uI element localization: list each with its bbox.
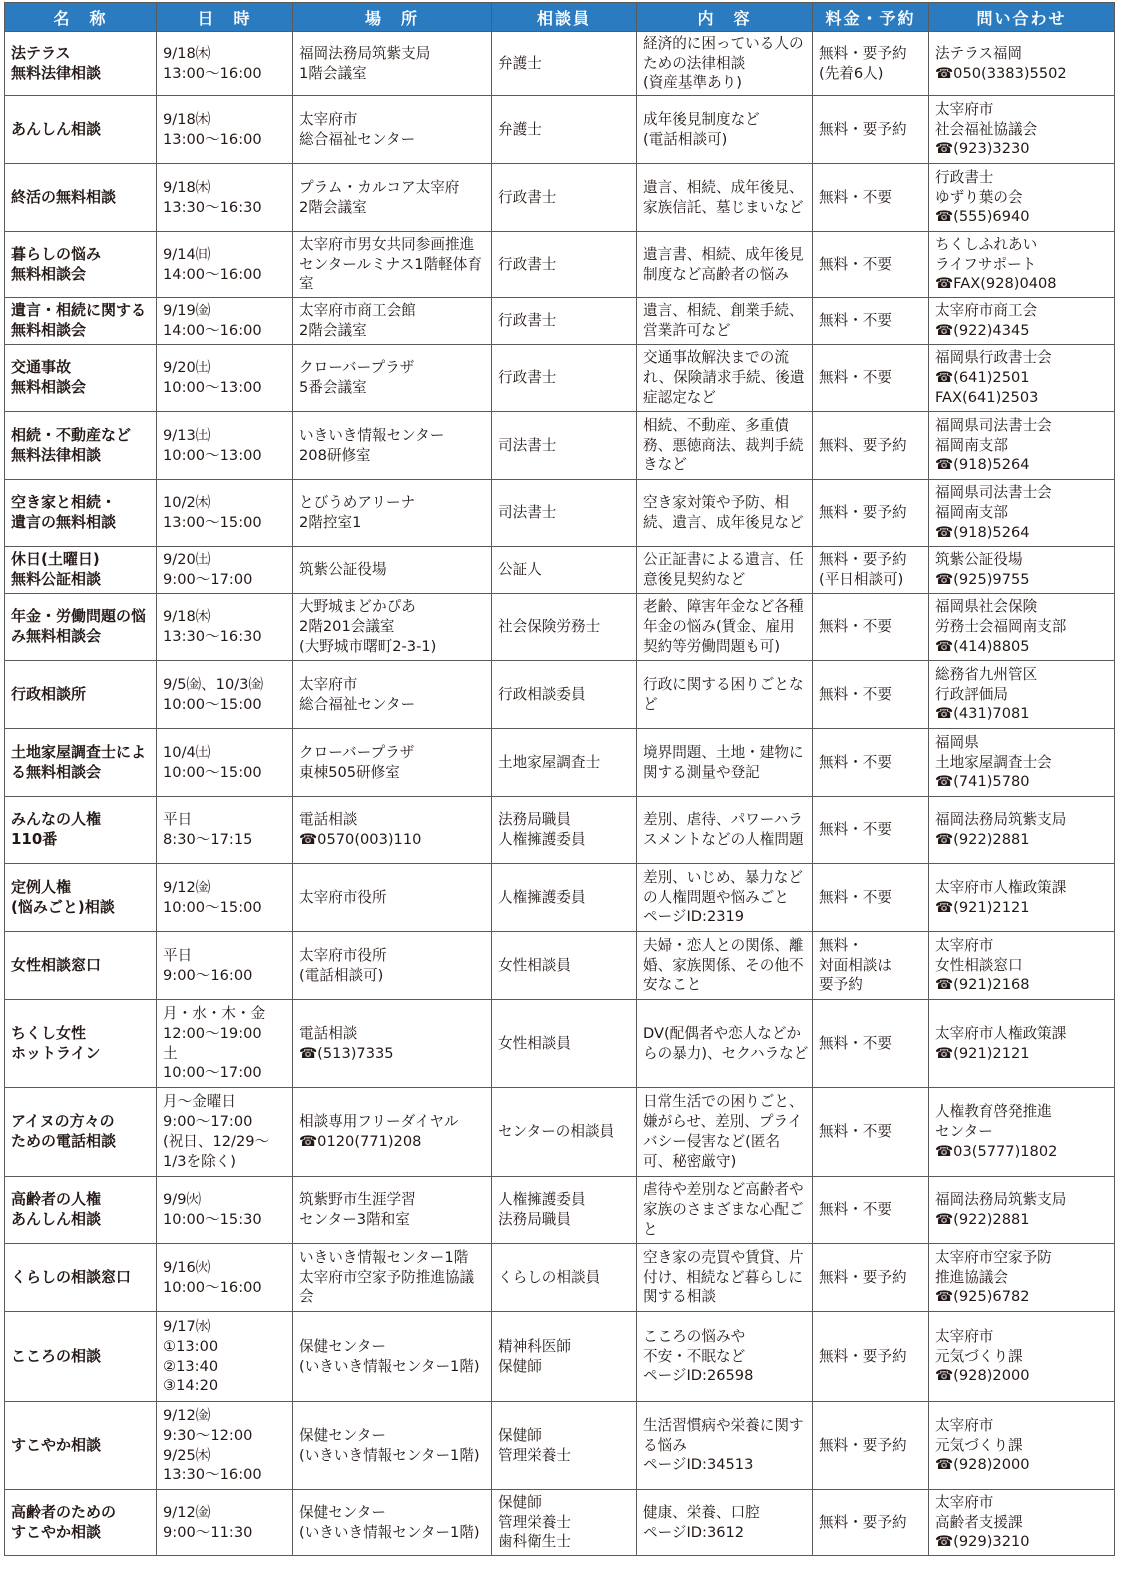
table-row [5, 1177, 1115, 1244]
cell-date: 9/18㈭ 13:00～16:00 [157, 96, 293, 164]
cell-fee: 無料・不要 [813, 864, 929, 932]
cell-contact: 福岡県 土地家屋調査士会 ☎(741)5780 [929, 729, 1115, 797]
cell-staff: くらしの相談員 [492, 1244, 637, 1312]
cell-date: 月・水・木・金 12:00～19:00 土 10:00～17:00 [157, 1000, 293, 1088]
cell-date: 9/20㈯ 9:00～17:00 [157, 547, 293, 594]
cell-contact: 太宰府市 高齢者支援課 ☎(929)3210 [929, 1490, 1115, 1556]
cell-staff: 行政書士 [492, 232, 637, 298]
cell-place: プラム・カルコア太宰府 2階会議室 [293, 164, 492, 232]
cell-content: 相続、不動産、多重債務、悪徳商法、裁判手続きなど [637, 412, 813, 480]
table-row [5, 1244, 1115, 1312]
cell-date: 平日 9:00～16:00 [157, 932, 293, 1000]
cell-staff: 行政相談委員 [492, 661, 637, 729]
cell-place: 電話相談 ☎(513)7335 [293, 1000, 492, 1088]
cell-fee: 無料・不要 [813, 1177, 929, 1244]
cell-name: 法テラス 無料法律相談 [5, 32, 157, 96]
cell-content: 虐待や差別など高齢者や家族のさまざまな心配ごと [637, 1177, 813, 1244]
cell-staff: 司法書士 [492, 480, 637, 547]
cell-name: アイヌの方々の ための電話相談 [5, 1088, 157, 1177]
cell-place: 保健センター (いきいき情報センター1階) [293, 1402, 492, 1490]
cell-date: 9/17㈬ ①13:00 ②13:40 ③14:20 [157, 1312, 293, 1402]
cell-fee: 無料・ 対面相談は 要予約 [813, 932, 929, 1000]
cell-place: 太宰府市役所 [293, 864, 492, 932]
cell-content: 交通事故解決までの流れ、保険請求手続、後遺症認定など [637, 345, 813, 412]
table-row [5, 1000, 1115, 1088]
cell-contact: 福岡県司法書士会 福岡南支部 ☎(918)5264 [929, 480, 1115, 547]
cell-contact: 福岡県社会保険 労務士会福岡南支部 ☎(414)8805 [929, 594, 1115, 661]
cell-date: 10/4㈯ 10:00～15:00 [157, 729, 293, 797]
cell-place: クローバープラザ 5番会議室 [293, 345, 492, 412]
cell-content: 差別、いじめ、暴力などの人権問題や悩みごと ページID:2319 [637, 864, 813, 932]
cell-name: 定例人権 (悩みごと)相談 [5, 864, 157, 932]
cell-date: 9/9㈫ 10:00～15:30 [157, 1177, 293, 1244]
cell-date: 9/18㈭ 13:30～16:30 [157, 164, 293, 232]
cell-name: 相続・不動産など 無料法律相談 [5, 412, 157, 480]
cell-content: 境界問題、土地・建物に関する測量や登記 [637, 729, 813, 797]
table-row [5, 96, 1115, 164]
cell-fee: 無料・不要 [813, 661, 929, 729]
cell-staff: 行政書士 [492, 345, 637, 412]
cell-place: クローバープラザ 東棟505研修室 [293, 729, 492, 797]
cell-fee: 無料・不要 [813, 164, 929, 232]
cell-contact: 福岡法務局筑紫支局 ☎(922)2881 [929, 797, 1115, 864]
consultation-table [4, 2, 1115, 1556]
table-row [5, 932, 1115, 1000]
cell-name: みんなの人権 110番 [5, 797, 157, 864]
table-row [5, 594, 1115, 661]
cell-content: 空き家対策や予防、相続、遺言、成年後見など [637, 480, 813, 547]
cell-date: 月～金曜日 9:00～17:00 (祝日、12/29～1/3を除く) [157, 1088, 293, 1177]
cell-name: 交通事故 無料相談会 [5, 345, 157, 412]
cell-contact: 太宰府市空家予防 推進協議会 ☎(925)6782 [929, 1244, 1115, 1312]
cell-place: 太宰府市商工会館 2階会議室 [293, 298, 492, 345]
cell-date: 9/20㈯ 10:00～13:00 [157, 345, 293, 412]
cell-content: 健康、栄養、口腔 ページID:3612 [637, 1490, 813, 1556]
cell-content: 日常生活での困りごと、嫌がらせ、差別、プライバシー侵害など(匿名可、秘密厳守) [637, 1088, 813, 1177]
cell-name: 暮らしの悩み 無料相談会 [5, 232, 157, 298]
cell-fee: 無料・要予約 [813, 1312, 929, 1402]
cell-content: 成年後見制度など (電話相談可) [637, 96, 813, 164]
cell-date: 9/13㈯ 10:00～13:00 [157, 412, 293, 480]
cell-content: 老齢、障害年金など各種年金の悩み(賃金、雇用契約等労働問題も可) [637, 594, 813, 661]
cell-fee: 無料・要予約 (平日相談可) [813, 547, 929, 594]
cell-content: 生活習慣病や栄養に関する悩み ページID:34513 [637, 1402, 813, 1490]
cell-staff: 女性相談員 [492, 932, 637, 1000]
cell-name: 年金・労働問題の悩み無料相談会 [5, 594, 157, 661]
cell-fee: 無料・要予約 [813, 480, 929, 547]
cell-fee: 無料・要予約 [813, 1402, 929, 1490]
table-row [5, 864, 1115, 932]
cell-content: 経済的に困っている人のための法律相談 (資産基準あり) [637, 32, 813, 96]
cell-fee: 無料・要予約 [813, 1244, 929, 1312]
cell-fee: 無料・要予約 (先着6人) [813, 32, 929, 96]
cell-place: 保健センター (いきいき情報センター1階) [293, 1490, 492, 1556]
cell-date: 9/12㈮ 9:30～12:00 9/25㈭ 13:30～16:00 [157, 1402, 293, 1490]
cell-staff: 行政書士 [492, 298, 637, 345]
table-row [5, 661, 1115, 729]
cell-content: 行政に関する困りごとなど [637, 661, 813, 729]
cell-place: とびうめアリーナ 2階控室1 [293, 480, 492, 547]
column-header-fee: 料金・予約 [813, 3, 929, 32]
cell-place: 大野城まどかぴあ 2階201会議室 (大野城市曙町2-3-1) [293, 594, 492, 661]
cell-fee: 無料・不要 [813, 594, 929, 661]
cell-fee: 無料・要予約 [813, 96, 929, 164]
cell-contact: 太宰府市 元気づくり課 ☎(928)2000 [929, 1312, 1115, 1402]
cell-place: 保健センター (いきいき情報センター1階) [293, 1312, 492, 1402]
cell-staff: 保健師 管理栄養士 [492, 1402, 637, 1490]
cell-content: 差別、虐待、パワーハラスメントなどの人権問題 [637, 797, 813, 864]
cell-place: 相談専用フリーダイヤル ☎0120(771)208 [293, 1088, 492, 1177]
cell-contact: 筑紫公証役場 ☎(925)9755 [929, 547, 1115, 594]
table-row [5, 412, 1115, 480]
cell-name: こころの相談 [5, 1312, 157, 1402]
cell-place: 福岡法務局筑紫支局 1階会議室 [293, 32, 492, 96]
cell-date: 9/18㈭ 13:00～16:00 [157, 32, 293, 96]
cell-contact: 法テラス福岡 ☎050(3383)5502 [929, 32, 1115, 96]
consultation-schedule [4, 2, 1114, 1556]
cell-contact: 福岡県行政書士会 ☎(641)2501 FAX(641)2503 [929, 345, 1115, 412]
cell-place: 太宰府市役所 (電話相談可) [293, 932, 492, 1000]
cell-fee: 無料・不要 [813, 729, 929, 797]
column-header-place: 場 所 [293, 3, 492, 32]
cell-place: 太宰府市男女共同参画推進センタールミナス1階軽体育室 [293, 232, 492, 298]
cell-date: 9/16㈫ 10:00～16:00 [157, 1244, 293, 1312]
cell-fee: 無料・要予約 [813, 1490, 929, 1556]
cell-fee: 無料・不要 [813, 232, 929, 298]
table-row [5, 1312, 1115, 1402]
cell-date: 平日 8:30～17:15 [157, 797, 293, 864]
cell-staff: センターの相談員 [492, 1088, 637, 1177]
cell-staff: 女性相談員 [492, 1000, 637, 1088]
cell-place: 太宰府市 総合福祉センター [293, 661, 492, 729]
cell-place: 電話相談 ☎0570(003)110 [293, 797, 492, 864]
cell-contact: ちくしふれあい ライフサポート ☎FAX(928)0408 [929, 232, 1115, 298]
table-row [5, 298, 1115, 345]
column-header-content: 内 容 [637, 3, 813, 32]
table-row [5, 1088, 1115, 1177]
cell-date: 9/19㈮ 14:00～16:00 [157, 298, 293, 345]
table-row [5, 232, 1115, 298]
cell-place: 筑紫野市生涯学習 センター3階和室 [293, 1177, 492, 1244]
table-row [5, 345, 1115, 412]
cell-fee: 無料・不要 [813, 797, 929, 864]
cell-staff: 人権擁護委員 法務局職員 [492, 1177, 637, 1244]
table-row [5, 1402, 1115, 1490]
cell-staff: 司法書士 [492, 412, 637, 480]
cell-contact: 太宰府市 女性相談窓口 ☎(921)2168 [929, 932, 1115, 1000]
table-row [5, 547, 1115, 594]
cell-content: 空き家の売買や賃貸、片付け、相続など暮らしに関する相談 [637, 1244, 813, 1312]
cell-staff: 弁護士 [492, 96, 637, 164]
column-header-date: 日 時 [157, 3, 293, 32]
cell-name: 土地家屋調査士による無料相談会 [5, 729, 157, 797]
cell-contact: 太宰府市人権政策課 ☎(921)2121 [929, 864, 1115, 932]
table-row [5, 729, 1115, 797]
cell-name: あんしん相談 [5, 96, 157, 164]
cell-name: 休日(土曜日) 無料公証相談 [5, 547, 157, 594]
table-row [5, 797, 1115, 864]
cell-contact: 太宰府市 元気づくり課 ☎(928)2000 [929, 1402, 1115, 1490]
cell-name: 高齢者のための すこやか相談 [5, 1490, 157, 1556]
cell-contact: 太宰府市人権政策課 ☎(921)2121 [929, 1000, 1115, 1088]
header-row [5, 3, 1115, 32]
cell-place: いきいき情報センター1階 太宰府市空家予防推進協議会 [293, 1244, 492, 1312]
table-row [5, 480, 1115, 547]
cell-contact: 太宰府市商工会 ☎(922)4345 [929, 298, 1115, 345]
cell-name: すこやか相談 [5, 1402, 157, 1490]
cell-content: 遺言、相続、創業手続、営業許可など [637, 298, 813, 345]
cell-fee: 無料、要予約 [813, 412, 929, 480]
cell-contact: 太宰府市 社会福祉協議会 ☎(923)3230 [929, 96, 1115, 164]
table-row [5, 32, 1115, 96]
cell-staff: 精神科医師 保健師 [492, 1312, 637, 1402]
cell-date: 9/12㈮ 10:00～15:00 [157, 864, 293, 932]
cell-date: 9/12㈮ 9:00～11:30 [157, 1490, 293, 1556]
cell-staff: 保健師 管理栄養士 歯科衛生士 [492, 1490, 637, 1556]
cell-content: こころの悩みや 不安・不眠など ページID:26598 [637, 1312, 813, 1402]
cell-content: 公正証書による遺言、任意後見契約など [637, 547, 813, 594]
column-header-contact: 問い合わせ [929, 3, 1115, 32]
cell-content: 遺言書、相続、成年後見制度など高齢者の悩み [637, 232, 813, 298]
cell-place: 太宰府市 総合福祉センター [293, 96, 492, 164]
cell-contact: 福岡法務局筑紫支局 ☎(922)2881 [929, 1177, 1115, 1244]
cell-name: ちくし女性 ホットライン [5, 1000, 157, 1088]
cell-fee: 無料・不要 [813, 298, 929, 345]
table-row [5, 1490, 1115, 1556]
cell-date: 9/18㈭ 13:30～16:30 [157, 594, 293, 661]
cell-name: 遺言・相続に関する無料相談会 [5, 298, 157, 345]
cell-staff: 公証人 [492, 547, 637, 594]
cell-name: 行政相談所 [5, 661, 157, 729]
column-header-name: 名 称 [5, 3, 157, 32]
cell-contact: 福岡県司法書士会 福岡南支部 ☎(918)5264 [929, 412, 1115, 480]
cell-date: 9/14㈰ 14:00～16:00 [157, 232, 293, 298]
cell-name: 女性相談窓口 [5, 932, 157, 1000]
cell-content: 遺言、相続、成年後見、家族信託、墓じまいなど [637, 164, 813, 232]
cell-place: いきいき情報センター 208研修室 [293, 412, 492, 480]
cell-name: 高齢者の人権 あんしん相談 [5, 1177, 157, 1244]
cell-staff: 土地家屋調査士 [492, 729, 637, 797]
cell-staff: 人権擁護委員 [492, 864, 637, 932]
cell-date: 10/2㈭ 13:00～15:00 [157, 480, 293, 547]
cell-contact: 行政書士 ゆずり葉の会 ☎(555)6940 [929, 164, 1115, 232]
cell-staff: 法務局職員 人権擁護委員 [492, 797, 637, 864]
cell-date: 9/5㈮、10/3㈮ 10:00～15:00 [157, 661, 293, 729]
cell-place: 筑紫公証役場 [293, 547, 492, 594]
cell-content: 夫婦・恋人との関係、離婚、家族関係、その他不安なこと [637, 932, 813, 1000]
cell-fee: 無料・不要 [813, 1000, 929, 1088]
cell-contact: 人権教育啓発推進 センター ☎03(5777)1802 [929, 1088, 1115, 1177]
cell-staff: 社会保険労務士 [492, 594, 637, 661]
cell-content: DV(配偶者や恋人などからの暴力)、セクハラなど [637, 1000, 813, 1088]
table-row [5, 164, 1115, 232]
cell-contact: 総務省九州管区 行政評価局 ☎(431)7081 [929, 661, 1115, 729]
cell-name: 空き家と相続・ 遺言の無料相談 [5, 480, 157, 547]
cell-staff: 弁護士 [492, 32, 637, 96]
cell-fee: 無料・不要 [813, 345, 929, 412]
cell-fee: 無料・不要 [813, 1088, 929, 1177]
cell-name: くらしの相談窓口 [5, 1244, 157, 1312]
cell-staff: 行政書士 [492, 164, 637, 232]
cell-name: 終活の無料相談 [5, 164, 157, 232]
column-header-staff: 相談員 [492, 3, 637, 32]
